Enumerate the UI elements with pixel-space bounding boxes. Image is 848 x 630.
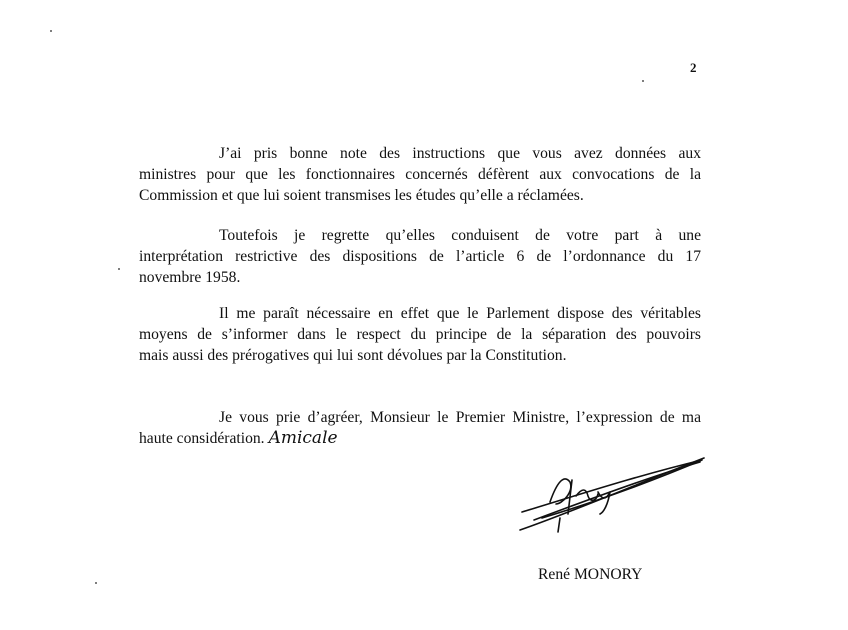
text-line: Je vous prie d’agréer, Monsieur le Premier Ministre, l’expression de ma <box>219 409 701 426</box>
text-line: Toutefois je regrette qu’elles conduisent de votre part à une <box>219 227 701 244</box>
paragraph-instructions <box>139 143 701 206</box>
paragraph-parliament <box>139 303 701 366</box>
paragraph-regret <box>139 225 701 288</box>
text-line: J’ai pris bonne note des instructions que vous avez données aux <box>219 145 701 162</box>
handwritten-note: Amicale <box>268 428 338 448</box>
text-line <box>139 428 701 449</box>
scan-speck <box>50 30 52 32</box>
page-number: 2 <box>690 60 697 75</box>
closing-text: haute considération. <box>139 430 265 447</box>
handwritten-signature <box>512 452 712 537</box>
text-line: ministres pour que les fonctionnaires concernés défèrent aux convocations de la <box>139 166 701 183</box>
closing-formula <box>139 407 701 449</box>
text-line: mais aussi des prérogatives qui lui sont dévolues par la Constitution. <box>139 347 567 364</box>
signer-name: René MONORY <box>538 566 643 583</box>
scan-speck <box>642 80 644 82</box>
text-line: Il me paraît nécessaire en effet que le Parlement dispose des véritables <box>219 305 701 322</box>
scan-speck <box>118 268 120 270</box>
scan-speck <box>95 582 97 584</box>
text-line: moyens de s’informer dans le respect du principe de la séparation des pouvoirs <box>139 326 701 343</box>
text-line: interprétation restrictive des dispositions de l’article 6 de l’ordonnance du 17 <box>139 248 701 265</box>
text-line: Commission et que lui soient transmises les études qu’elle a réclamées. <box>139 187 584 204</box>
text-line: novembre 1958. <box>139 269 241 286</box>
